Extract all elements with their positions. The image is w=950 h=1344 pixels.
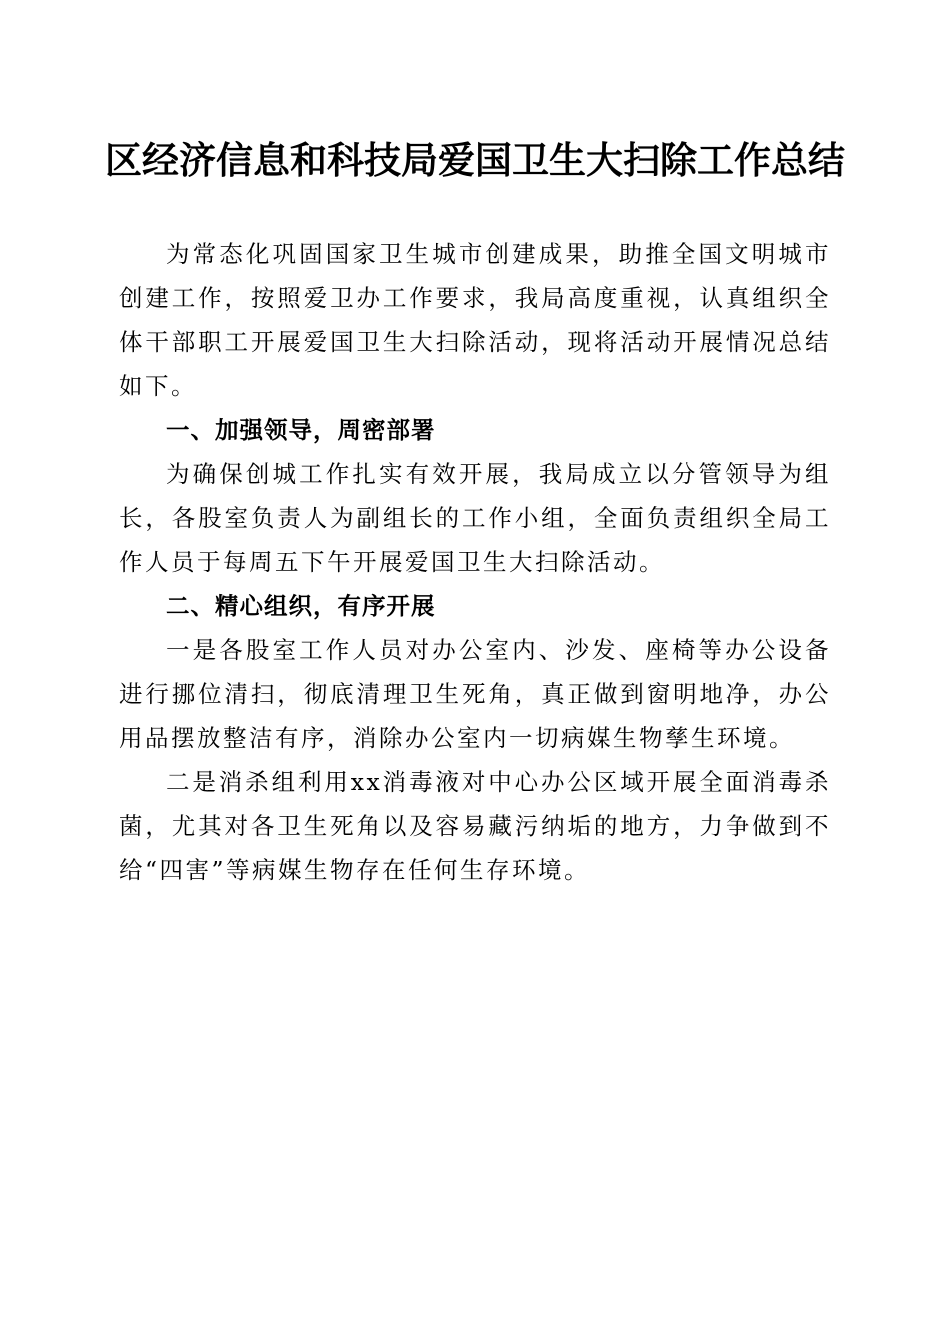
section-1-paragraph-1: 为确保创城工作扎实有效开展，我局成立以分管领导为组长，各股室负责人为副组长的工作小组，全面负责组织全局工作人员于每周五下午开展爱国卫生大扫除活动。	[119, 460, 831, 576]
section-2-paragraph-1: 一是各股室工作人员对办公室内、沙发、座椅等办公设备进行挪位清扫，彻底清理卫生死角，真正做到窗明地净，办公用品摆放整洁有序，消除办公室内一切病媒生物孳生环境。	[119, 636, 831, 752]
document-body	[119, 232, 831, 892]
document-title: 区经济信息和科技局爱国卫生大扫除工作总结	[105, 138, 845, 182]
section-1-heading: 一、加强领导，周密部署	[166, 416, 436, 444]
section-2-heading: 二、精心组织，有序开展	[166, 592, 436, 620]
intro-paragraph: 为常态化巩固国家卫生城市创建成果，助推全国文明城市创建工作，按照爱卫办工作要求，我局高度重视，认真组织全体干部职工开展爱国卫生大扫除活动，现将活动开展情况总结如下。	[119, 240, 831, 400]
section-2-paragraph-2: 二是消杀组利用xx消毒液对中心办公区域开展全面消毒杀菌，尤其对各卫生死角以及容易藏污纳垢的地方，力争做到不给“四害”等病媒生物存在任何生存环境。	[119, 768, 831, 884]
